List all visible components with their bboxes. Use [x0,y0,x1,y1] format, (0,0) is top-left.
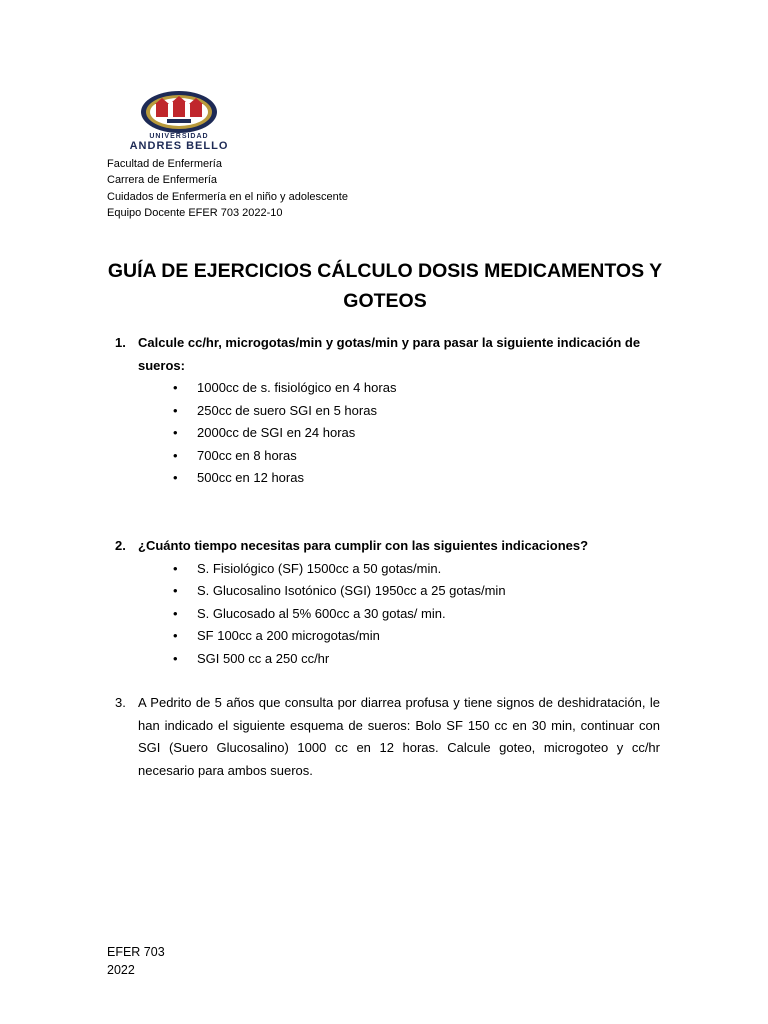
list-item: • 1000cc de s. fisiológico en 4 horas [173,377,660,400]
question-1-list [173,377,660,490]
question-number: 2. [115,538,126,553]
list-item: • 700cc en 8 horas [173,445,660,468]
list-item: • SF 100cc a 200 microgotas/min [173,625,660,648]
list-item: • SGI 500 cc a 250 cc/hr [173,648,660,671]
question-text: Calcule cc/hr, microgotas/min y gotas/min y para pasar la siguiente indicación de sueros: [138,335,641,373]
document-footer [107,943,165,979]
list-item: • S. Fisiológico (SF) 1500cc a 50 gotas/min. [173,558,660,581]
footer-year: 2022 [107,963,135,977]
logo-text-universidad: UNIVERSIDAD [149,133,209,140]
header-team: Equipo Docente EFER 703 2022-10 [107,206,283,219]
question-number: 3. [115,695,126,710]
question-2-list [173,558,660,671]
university-emblem-icon [139,90,219,136]
question-2 [115,535,660,670]
question-1 [115,332,660,490]
header-course: Cuidados de Enfermería en el niño y adolescente [107,190,348,203]
logo-text-andres-bello: ANDRES BELLO [129,140,229,152]
university-logo [106,90,252,152]
list-item: • S. Glucosado al 5% 600cc a 30 gotas/ min. [173,603,660,626]
question-text: ¿Cuánto tiempo necesitas para cumplir con las siguientes indicaciones? [138,538,589,553]
question-3 [115,692,660,782]
question-text: A Pedrito de 5 años que consulta por diarrea profusa y tiene signos de deshidratación, le han indicado el siguiente esquema de sueros: Bolo SF 150 cc en 30 min, continuar con SGI (Suero Glucosalino) 1000 cc en 12 horas. Calcule goteo, microgoteo y cc/hr necesario para ambos sueros. [138,695,660,778]
document-header [107,156,348,221]
list-item: • 250cc de suero SGI en 5 horas [173,400,660,423]
list-item: • 500cc en 12 horas [173,467,660,490]
list-item: • 2000cc de SGI en 24 horas [173,422,660,445]
header-faculty: Facultad de Enfermería [107,158,222,170]
list-item: • S. Glucosalino Isotónico (SGI) 1950cc a 25 gotas/min [173,580,660,603]
footer-code: EFER 703 [107,945,165,959]
question-number: 1. [115,335,126,350]
header-career: Carrera de Enfermería [107,174,218,187]
page-title: GUÍA DE EJERCICIOS CÁLCULO DOSIS MEDICAMENTOS Y GOTEOS [107,260,663,312]
